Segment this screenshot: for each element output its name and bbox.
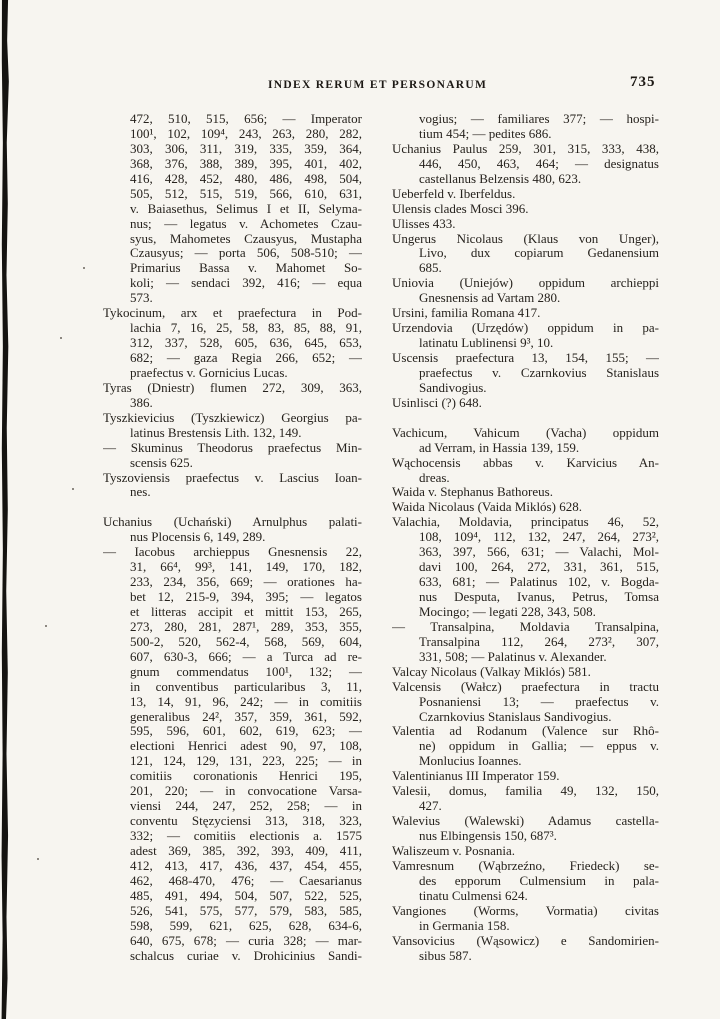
index-line: 595, 596, 601, 602, 619, 623; — bbox=[130, 724, 362, 739]
index-line: 685. bbox=[419, 261, 442, 276]
index-line: Posnaniensi 13; — praefectus v. bbox=[419, 694, 659, 709]
index-line: Vangiones (Worms, Vormatia) civitas bbox=[392, 903, 659, 918]
index-line: in Germania 158. bbox=[419, 918, 510, 933]
index-line: Valachia, Moldavia, principatus 46, 52, bbox=[392, 515, 659, 530]
scan-speck bbox=[37, 858, 39, 860]
index-line: Valcensis (Wałcz) praefectura in tractu bbox=[392, 679, 659, 694]
index-line: v. Baiasethus, Selimus I et II, Selyma- bbox=[130, 201, 362, 216]
index-line: Gnesnensis ad Vartam 280. bbox=[419, 291, 561, 306]
blank-line bbox=[103, 500, 362, 515]
index-line: 332; — comitiis electionis a. 1575 bbox=[130, 829, 362, 843]
index-line: bet 12, 215-9, 394, 395; — legatos bbox=[130, 590, 362, 604]
index-line: ad Verram, in Hassia 139, 159. bbox=[419, 440, 580, 455]
index-line: Wąchocensis abbas v. Karvicius An- bbox=[392, 455, 659, 470]
index-line: praefectus v. Gornicius Lucas. bbox=[130, 365, 288, 380]
index-line: 640, 675, 678; — curia 328; — mar- bbox=[130, 933, 362, 948]
index-line: Monlucius Ioannes. bbox=[419, 754, 522, 769]
index-line: 303, 306, 311, 319, 335, 359, 364, bbox=[130, 141, 362, 156]
index-line: 526, 541, 575, 577, 579, 583, 585, bbox=[130, 903, 362, 918]
index-line: latinus Brestensis Lith. 132, 149. bbox=[130, 425, 302, 440]
index-line: Valentinianus III Imperator 159. bbox=[392, 769, 560, 784]
index-line: — Transalpina, Moldavia Transalpina, bbox=[392, 619, 659, 634]
index-line: syus, Mahometes Czausyus, Mustapha bbox=[130, 231, 362, 246]
index-line: Valentia ad Rodanum (Valence sur Rhô- bbox=[392, 724, 659, 739]
index-line: Vansovicius (Wąsowicz) e Sandomirien- bbox=[392, 933, 659, 948]
index-line: Uchanius (Uchański) Arnulphus palati- bbox=[103, 515, 362, 530]
index-line: generalibus 24², 357, 359, 361, 592, bbox=[130, 709, 362, 724]
index-line: 416, 428, 452, 480, 486, 498, 504, bbox=[130, 171, 362, 186]
index-line: 108, 109⁴, 112, 132, 247, 264, 273², bbox=[419, 530, 659, 545]
index-line: Ulisses 433. bbox=[392, 216, 456, 231]
index-line: nus Elbingensis 150, 687³. bbox=[419, 829, 557, 843]
index-line: 607, 630-3, 666; — a Turca ad re- bbox=[130, 649, 362, 664]
index-line: ne) oppidum in Gallia; — eppus v. bbox=[419, 739, 659, 754]
index-line: Tyszoviensis praefectus v. Lascius Ioan- bbox=[103, 470, 362, 485]
index-line: Tykocinum, arx et praefectura in Pod- bbox=[103, 306, 362, 321]
index-line: davi 100, 264, 272, 331, 361, 515, bbox=[419, 560, 659, 575]
index-line: 201, 220; — in convocatione Varsa- bbox=[130, 784, 362, 799]
index-line: 427. bbox=[419, 799, 442, 814]
index-line: Tyras (Dniestr) flumen 272, 309, 363, bbox=[103, 380, 362, 395]
index-line: 598, 599, 621, 625, 628, 634-6, bbox=[130, 918, 362, 933]
index-line: nus Desputa, Ivanus, Petrus, Tomsa bbox=[419, 590, 659, 604]
index-line: Waliszeum v. Posnania. bbox=[392, 843, 516, 858]
scan-speck bbox=[72, 488, 74, 490]
index-line: scensis 625. bbox=[130, 455, 193, 470]
index-line: 633, 681; — Palatinus 102, v. Bogda- bbox=[419, 575, 659, 590]
index-line: Ursini, familia Romana 417. bbox=[392, 306, 541, 321]
index-line: gnum commendatus 100¹, 132; — bbox=[130, 664, 362, 679]
index-line: koli; — sendaci 392, 416; — equa bbox=[130, 276, 362, 291]
index-line: 368, 376, 388, 389, 395, 401, 402, bbox=[130, 156, 362, 171]
scan-speck bbox=[83, 267, 85, 269]
index-line: 363, 397, 566, 631; — Valachi, Mol- bbox=[419, 545, 659, 560]
index-line: nus; — legatus v. Achometes Czau- bbox=[130, 216, 362, 231]
index-line: Waida Nicolaus (Vaida Miklós) 628. bbox=[392, 500, 582, 515]
index-line: lachia 7, 16, 25, 58, 83, 85, 88, 91, bbox=[130, 321, 362, 336]
scan-speck bbox=[60, 337, 62, 339]
binding-shadow bbox=[0, 0, 13, 1019]
index-column-left bbox=[103, 112, 362, 963]
index-line: Czarnkovius Stanislaus Sandivogius. bbox=[419, 709, 612, 724]
blank-line bbox=[392, 411, 659, 426]
index-line: praefectus v. Czarnkovius Stanislaus bbox=[419, 365, 659, 380]
index-line: 331, 508; — Palatinus v. Alexander. bbox=[419, 649, 607, 664]
index-line: Ueberfeld v. Iberfeldus. bbox=[392, 186, 516, 201]
index-line: adest 369, 385, 392, 393, 409, 411, bbox=[130, 843, 362, 858]
index-line: tium 454; — pedites 686. bbox=[419, 126, 552, 141]
index-line: nes. bbox=[130, 485, 151, 500]
page-number: 735 bbox=[630, 74, 656, 90]
index-line: Ulensis clades Mosci 396. bbox=[392, 201, 529, 216]
index-line: Uchanius Paulus 259, 301, 315, 333, 438, bbox=[392, 141, 659, 156]
index-line: 121, 124, 129, 131, 223, 225; — in bbox=[130, 754, 362, 769]
index-line: comitiis coronationis Henrici 195, bbox=[130, 769, 362, 784]
index-line: 573. bbox=[130, 291, 153, 306]
index-line: et litteras accipit et mittit 153, 265, bbox=[130, 604, 362, 619]
index-line: 682; — gaza Regia 266, 652; — bbox=[130, 351, 362, 365]
index-line: Valcay Nicolaus (Valkay Miklós) 581. bbox=[392, 664, 591, 679]
index-line: conventu Stęzyciensi 313, 318, 323, bbox=[130, 814, 362, 829]
index-line: Livo, dux copiarum Gedanensium bbox=[419, 246, 659, 261]
index-line: 386. bbox=[130, 395, 153, 410]
index-line: 412, 413, 417, 436, 437, 454, 455, bbox=[130, 858, 362, 873]
index-line: 446, 450, 463, 464; — designatus bbox=[419, 156, 659, 171]
index-line: 13, 14, 91, 96, 242; — in comitiis bbox=[130, 694, 362, 709]
index-line: castellanus Belzensis 480, 623. bbox=[419, 171, 582, 186]
index-line: Urzendovia (Urzędów) oppidum in pa- bbox=[392, 321, 659, 336]
index-line: Uniovia (Uniejów) oppidum archieppi bbox=[392, 276, 659, 291]
index-line: 505, 512, 515, 519, 566, 610, 631, bbox=[130, 186, 362, 201]
index-line: 100¹, 102, 109⁴, 243, 263, 280, 282, bbox=[130, 126, 362, 141]
index-line: Sandivogius. bbox=[419, 380, 487, 395]
index-line: 472, 510, 515, 656; — Imperator bbox=[130, 112, 362, 126]
index-line: Walevius (Walewski) Adamus castella- bbox=[392, 814, 659, 829]
index-line: des epporum Culmensium in pala- bbox=[419, 873, 659, 888]
index-line: vogius; — familiares 377; — hospi- bbox=[419, 112, 659, 126]
index-line: 233, 234, 356, 669; — orationes ha- bbox=[130, 575, 362, 590]
index-line: Vamresnum (Wąbrzeźno, Friedeck) se- bbox=[392, 858, 659, 873]
index-line: Primarius Bassa v. Mahomet So- bbox=[130, 261, 362, 276]
index-line: Tyszkievicius (Tyszkiewicz) Georgius pa- bbox=[103, 410, 362, 425]
page-header-title: INDEX RERUM ET PERSONARUM bbox=[268, 79, 488, 91]
index-line: sibus 587. bbox=[419, 948, 472, 963]
index-line: Valesii, domus, familia 49, 132, 150, bbox=[392, 784, 659, 799]
index-line: 31, 66⁴, 99³, 141, 149, 170, 182, bbox=[130, 560, 362, 575]
index-line: 500-2, 520, 562-4, 568, 569, 604, bbox=[130, 634, 362, 649]
index-line: Ungerus Nicolaus (Klaus von Unger), bbox=[392, 231, 659, 246]
index-line: — Skuminus Theodorus praefectus Min- bbox=[103, 440, 362, 455]
index-line: tinatu Culmensi 624. bbox=[419, 888, 528, 903]
index-line: dreas. bbox=[419, 470, 450, 485]
scan-speck bbox=[45, 625, 47, 627]
index-line: 273, 280, 281, 287¹, 289, 353, 355, bbox=[130, 619, 362, 634]
index-line: Czausyus; — porta 506, 508-510; — bbox=[130, 246, 362, 261]
index-line: Waida v. Stephanus Bathoreus. bbox=[392, 485, 553, 500]
index-line: 312, 337, 528, 605, 636, 645, 653, bbox=[130, 336, 362, 351]
index-line: viensi 244, 247, 252, 258; — in bbox=[130, 799, 362, 814]
index-line: Mocingo; — legati 228, 343, 508. bbox=[419, 604, 596, 619]
index-line: nus Plocensis 6, 149, 289. bbox=[130, 530, 266, 545]
index-line: — Iacobus archieppus Gnesnensis 22, bbox=[103, 545, 362, 560]
index-column-right bbox=[392, 112, 659, 963]
index-line: 462, 468-470, 476; — Caesarianus bbox=[130, 873, 362, 888]
index-line: Uscensis praefectura 13, 154, 155; — bbox=[392, 351, 659, 365]
index-line: in conventibus particularibus 3, 11, bbox=[130, 679, 362, 694]
index-line: schalcus curiae v. Drohicinius Sandi- bbox=[130, 948, 362, 963]
index-line: latinatu Lublinensi 9³, 10. bbox=[419, 336, 554, 351]
index-line: electioni Henrici adest 90, 97, 108, bbox=[130, 739, 362, 754]
index-line: Vachicum, Vahicum (Vacha) oppidum bbox=[392, 425, 659, 440]
index-line: Usinlisci (?) 648. bbox=[392, 395, 482, 410]
index-line: 485, 491, 494, 504, 507, 522, 525, bbox=[130, 888, 362, 903]
index-line: Transalpina 112, 264, 273², 307, bbox=[419, 634, 659, 649]
